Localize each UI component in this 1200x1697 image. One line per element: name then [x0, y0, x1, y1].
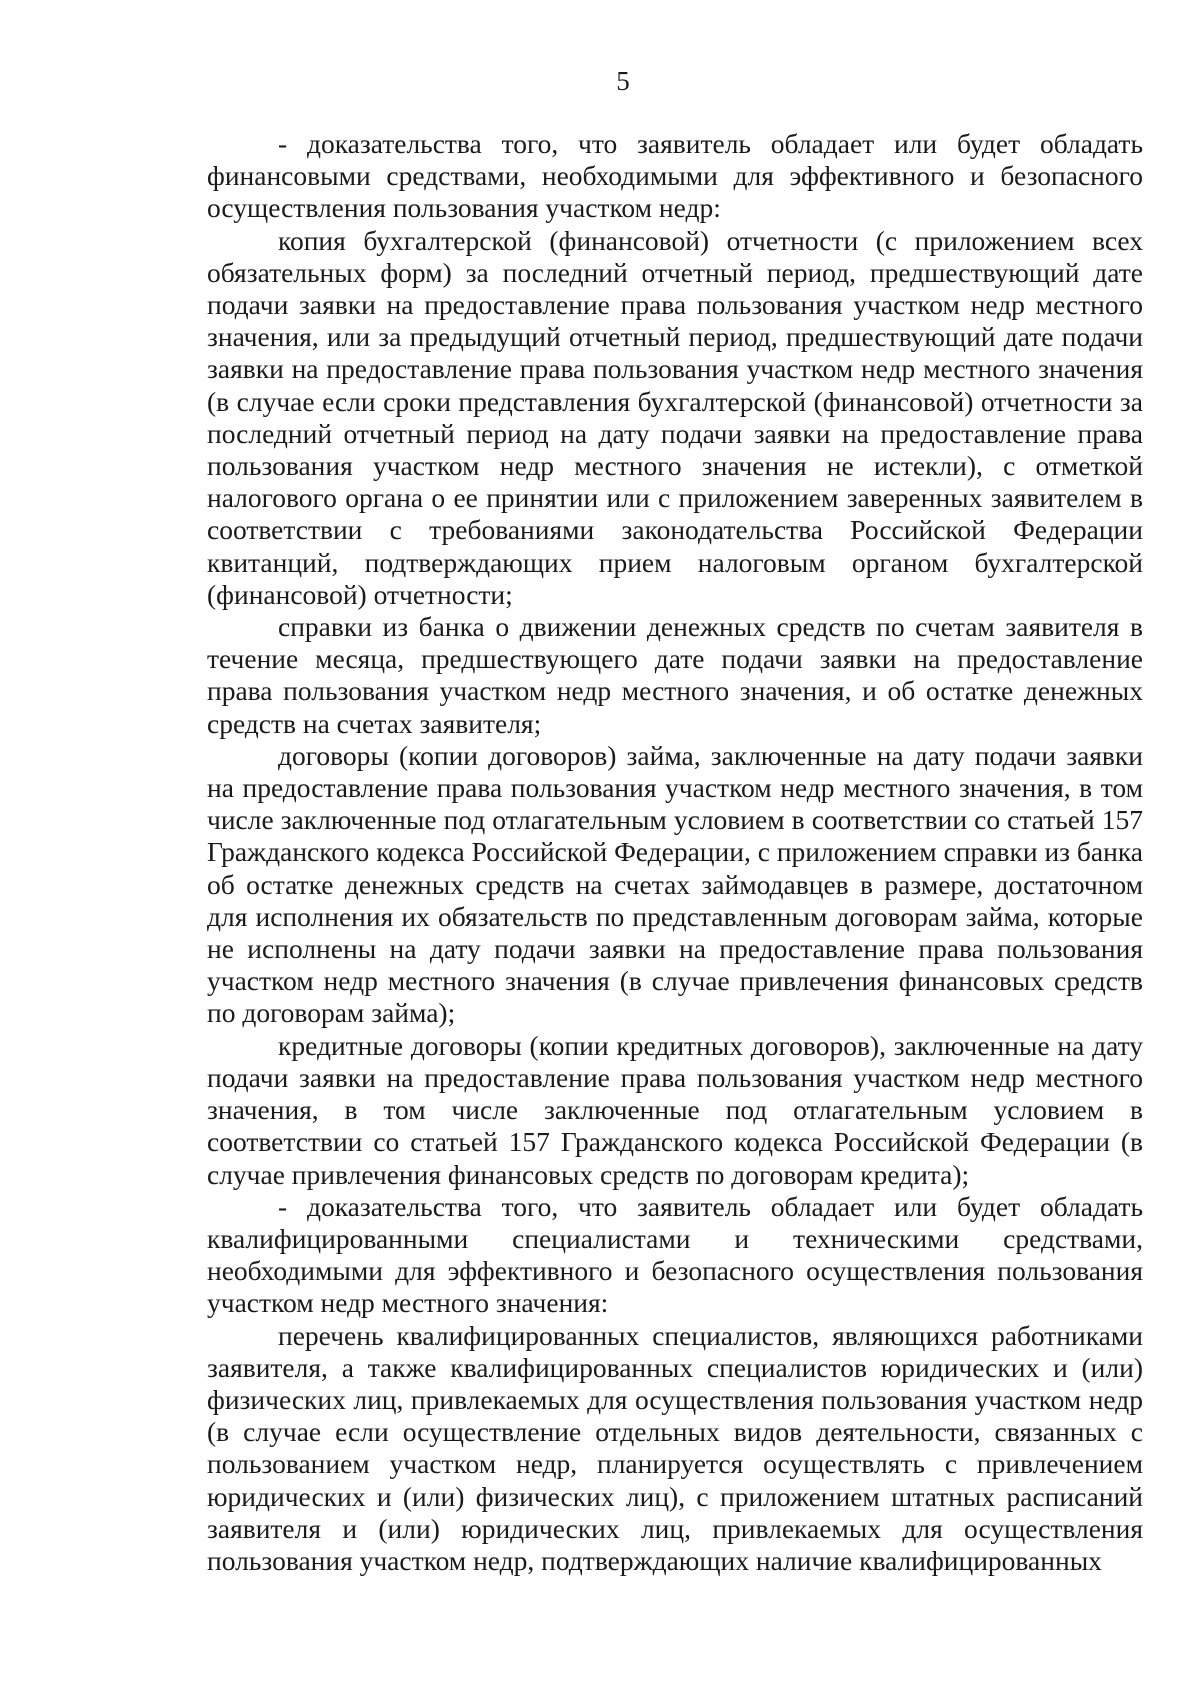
paragraph-financial-evidence: - доказательства того, что заявитель обладает или будет обладать финансовыми средствами, необходимыми для эффективного и безопасного осуществления пользования участком недр: [207, 128, 1143, 224]
paragraph-specialists-list: перечень квалифицированных специалистов, являющихся работниками заявителя, а также квалифицированных специалистов юридических и (или) физических лиц, привлекаемых для осуществления пользования участком недр (в случае если осуществление отдельных видов деятельности, связанных с пользованием участком недр, планируется осуществлять с привлечением юридических и (или) физических лиц), с приложением штатных расписаний заявителя и (или) юридических лиц, привлекаемых для осуществления пользования участком недр, подтверждающих наличие квалифицированных [207, 1319, 1143, 1576]
paragraph-bank-statements: справки из банка о движении денежных средств по счетам заявителя в течение месяца, предшествующего дате подачи заявки на предоставление права пользования участком недр местного значения, и об остатке денежных средств на счетах заявителя; [207, 611, 1143, 739]
paragraph-specialists-evidence: - доказательства того, что заявитель обладает или будет обладать квалифицированными специалистами и техническими средствами, необходимыми для эффективного и безопасного осуществления пользования участком недр местного значения: [207, 1190, 1143, 1319]
paragraph-accounting-copy: копия бухгалтерской (финансовой) отчетности (с приложением всех обязательных форм) за последний отчетный период, предшествующий дате подачи заявки на предоставление права пользования участком недр местного значения, или за предыдущий отчетный период, предшествующий дате подачи заявки на предоставление права пользования участком недр местного значения (в случае если сроки представления бухгалтерской (финансовой) отчетности за последний отчетный период на дату подачи заявки на предоставление права пользования участком недр местного значения не истекли), с отметкой налогового органа о ее принятии или с приложением заверенных заявителем в соответствии с требованиями законодательства Российской Федерации квитанций, подтверждающих прием налоговым органом бухгалтерской (финансовой) отчетности; [207, 224, 1143, 610]
paragraph-credit-agreements: кредитные договоры (копии кредитных договоров), заключенные на дату подачи заявки на предоставление права пользования участком недр местного значения, в том числе заключенные под отлагательным условием в соответствии со статьей 157 Гражданского кодекса Российской Федерации (в случае привлечения финансовых средств по договорам кредита); [207, 1029, 1143, 1190]
page-number: 5 [616, 66, 630, 96]
document-body [207, 128, 1143, 1577]
paragraph-loan-agreements: договоры (копии договоров) займа, заключенные на дату подачи заявки на предоставление права пользования участком недр местного значения, в том числе заключенные под отлагательным условием в соответствии со статьей 157 Гражданского кодекса Российской Федерации, с приложением справки из банка об остатке денежных средств на счетах займодавцев в размере, достаточном для исполнения их обязательств по представленным договорам займа, которые не исполнены на дату подачи заявки на предоставление права пользования участком недр местного значения (в случае привлечения финансовых средств по договорам займа); [207, 739, 1143, 1029]
